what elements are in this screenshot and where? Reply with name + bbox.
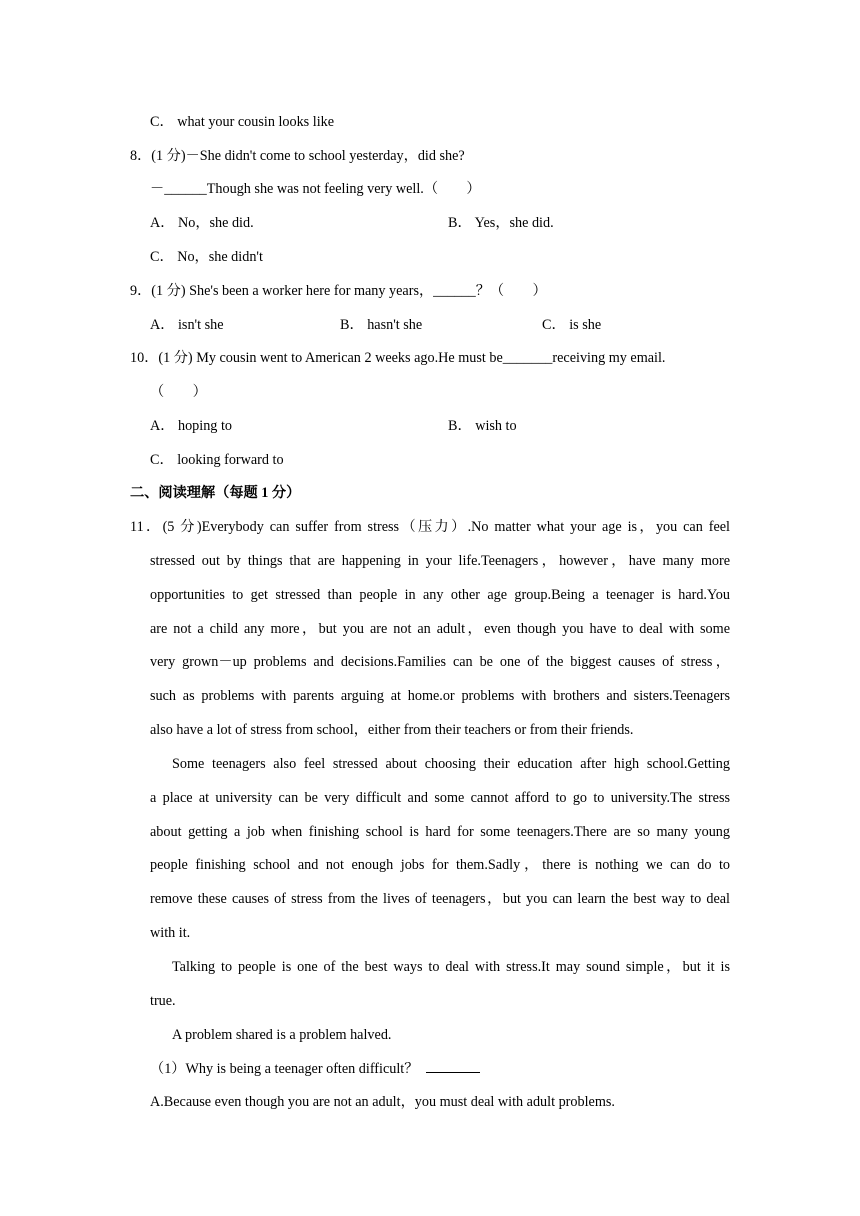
q11-para2-line-4: people finishing school and not enough jobs for them.Sadly，there is nothing we can do to (150, 857, 730, 873)
q11-sub1-question (150, 1058, 480, 1079)
q9-option-c: C． is she (542, 317, 602, 333)
q11-para4: A problem shared is a problem halved. (172, 1027, 392, 1043)
q11-line-1: 11．(5 分)Everybody can suffer from stress（压力）.No matter what your age is，you can feel (130, 519, 730, 535)
q11-sub1-option-a: A.Because even though you are not an adult，you must deal with adult problems. (150, 1094, 615, 1110)
q11-line-7: also have a lot of stress from school，either from their teachers or from their friends. (150, 722, 634, 738)
q11-para3-line-2: true. (150, 993, 176, 1009)
q10-stem: 10．(1 分) My cousin went to American 2 weeks ago.He must be_______receiving my email. (130, 350, 666, 366)
q11-para3-line-1: Talking to people is one of the best ways to deal with stress.It may sound simple，but it is (172, 959, 730, 975)
q11-line-6: such as problems with parents arguing at home.or problems with brothers and sisters.Teenagers (150, 688, 730, 704)
q11-para2-line-2: a place at university can be very difficult and some cannot afford to go to university.The stress (150, 790, 730, 806)
q9-option-a: A． isn't she (150, 317, 224, 333)
q11-para2-line-5: remove these causes of stress from the lives of teenagers，but you can learn the best way to deal (150, 891, 730, 907)
q9-option-b: B． hasn't she (340, 317, 423, 333)
q9-stem: 9．(1 分) She's been a worker here for many years，______？（ ） (130, 283, 547, 299)
q8-answer-line: －______Though she was not feeling very well.（ ） (150, 181, 481, 197)
q11-line-4: are not a child any more，but you are not an adult，even though you have to deal with some (150, 621, 730, 637)
q8-option-b: B． Yes，she did. (448, 215, 554, 231)
q10-option-c: C． looking forward to (150, 452, 284, 468)
q11-line-2: stressed out by things that are happening in your life.Teenagers，however，have many more (150, 553, 730, 569)
q10-option-a: A． hoping to (150, 418, 232, 434)
q11-line-5: very grown－up problems and decisions.Families can be one of the biggest causes of stress， (150, 654, 730, 670)
q11-para2-line-1: Some teenagers also feel stressed about choosing their education after high school.Getting (172, 756, 730, 772)
q10-paren: （ ） (150, 384, 207, 400)
q11-sub1-question-text: （1）Why is being a teenager often difficult？ (150, 1061, 419, 1077)
q11-para2-line-6: with it. (150, 925, 191, 941)
q8-option-c: C． No，she didn't (150, 249, 263, 265)
q7-option-c: C． what your cousin looks like (150, 114, 335, 130)
q10-option-b: B． wish to (448, 418, 517, 434)
section-heading-reading: 二、阅读理解（每题 1 分） (130, 485, 301, 501)
q11-para2-line-3: about getting a job when finishing school is hard for some teenagers.There are so many young (150, 824, 730, 840)
q8-option-a: A． No，she did. (150, 215, 254, 231)
answer-blank (426, 1058, 480, 1073)
q8-stem: 8．(1 分)－She didn't come to school yesterday，did she? (130, 148, 465, 164)
q11-line-3: opportunities to get stressed than people in any other age group.Being a teenager is hard.You (150, 587, 730, 603)
